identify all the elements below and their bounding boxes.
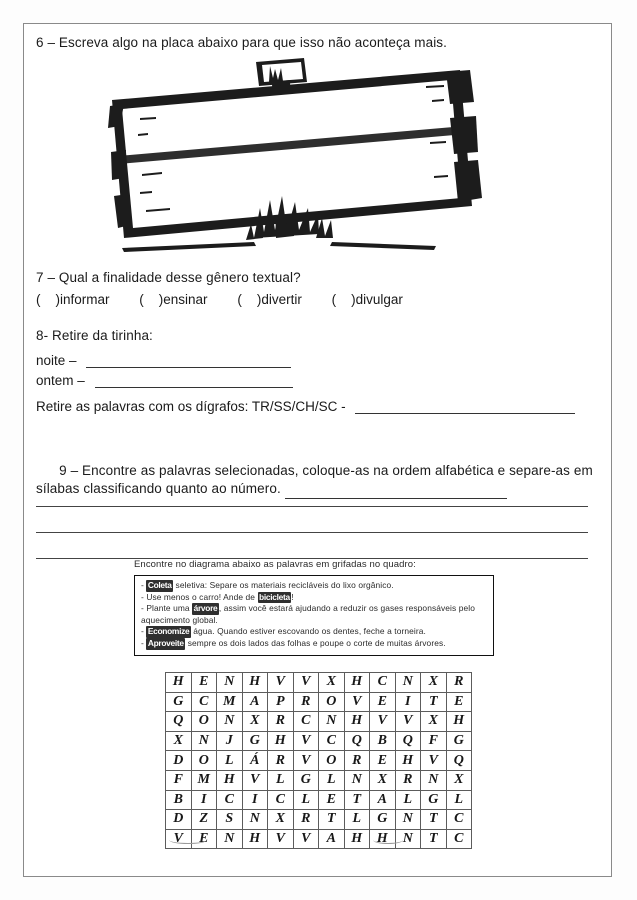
wordsearch-cell[interactable]: Z (191, 810, 217, 830)
wordsearch-cell[interactable]: V (421, 751, 447, 771)
wordsearch-cell[interactable]: O (319, 692, 345, 712)
wordsearch-cell[interactable]: L (319, 770, 345, 790)
wordsearch-row (166, 731, 472, 751)
wordsearch-cell[interactable]: R (268, 712, 294, 732)
clue-item (141, 638, 487, 650)
wordsearch-cell[interactable]: O (191, 712, 217, 732)
wordsearch-cell[interactable]: G (242, 731, 268, 751)
wordsearch-cell[interactable]: H (217, 770, 243, 790)
wordsearch-cell[interactable]: D (166, 751, 192, 771)
wordsearch-cell[interactable]: C (370, 673, 396, 693)
wordsearch-cell[interactable]: G (370, 810, 396, 830)
option-ensinar[interactable]: ( )ensinar (139, 292, 208, 307)
wordsearch-cell[interactable]: T (319, 810, 345, 830)
wordsearch-cell[interactable]: N (319, 712, 345, 732)
answer-blank-q9[interactable] (285, 486, 507, 499)
wordsearch-cell[interactable]: N (395, 673, 421, 693)
clue-item (141, 603, 487, 626)
wordsearch-cell[interactable]: X (319, 673, 345, 693)
wordsearch-cell[interactable]: T (421, 829, 447, 849)
clue-prefix: - Use menos o carro! Ande de (141, 591, 258, 602)
wordsearch-cell[interactable]: Á (242, 751, 268, 771)
highlighted-word-bicicleta: bicicleta (259, 591, 290, 602)
option-divulgar[interactable]: ( )divulgar (331, 292, 403, 307)
wordsearch-cell[interactable]: X (166, 731, 192, 751)
wordsearch-cell[interactable]: B (370, 731, 396, 751)
wordsearch-cell[interactable]: T (344, 790, 370, 810)
clue-rest: sempre os dois lados das folhas e poupe o corte de muitas árvores. (185, 637, 446, 648)
wordsearch-cell[interactable]: B (166, 790, 192, 810)
label-ontem: ontem – (36, 373, 85, 388)
wordsearch-cell[interactable]: T (421, 810, 447, 830)
answer-line-2[interactable] (36, 532, 588, 533)
wordsearch-row (166, 810, 472, 830)
wordsearch-cell[interactable]: G (166, 692, 192, 712)
question-6-text: 6 – Escreva algo na placa abaixo para que isso não aconteça mais. (36, 35, 448, 50)
question-8-digrafos-row (36, 399, 575, 414)
clue-item (141, 580, 487, 592)
wooden-sign-svg (104, 56, 504, 266)
wordsearch-cell[interactable]: N (395, 829, 421, 849)
wordsearch-cell[interactable]: C (268, 790, 294, 810)
question-7-options (36, 292, 596, 307)
wordsearch-cell[interactable]: H (242, 829, 268, 849)
wordsearch-cell[interactable]: N (344, 770, 370, 790)
wordsearch-cell[interactable]: E (370, 751, 396, 771)
wordsearch-cell[interactable]: L (293, 790, 319, 810)
wordsearch-cell[interactable]: O (191, 751, 217, 771)
wordsearch-cell[interactable]: H (242, 673, 268, 693)
scan-artifact-arc (169, 836, 207, 844)
wordsearch-cell[interactable]: V (293, 673, 319, 693)
label-noite: noite – (36, 353, 77, 368)
clue-item (141, 626, 487, 638)
wordsearch-instruction: Encontre no diagrama abaixo as palavras em grifadas no quadro: (134, 559, 416, 570)
wordsearch-cell[interactable]: R (293, 692, 319, 712)
wordsearch-row (166, 790, 472, 810)
wordsearch-cell[interactable]: M (217, 692, 243, 712)
wordsearch-row (166, 692, 472, 712)
wordsearch-cell[interactable]: F (166, 770, 192, 790)
wordsearch-cell[interactable]: A (319, 829, 345, 849)
scan-artifact-arc (373, 836, 403, 844)
wordsearch-cell[interactable]: O (319, 751, 345, 771)
wordsearch-cell[interactable]: N (217, 829, 243, 849)
wordsearch-cell[interactable]: L (268, 770, 294, 790)
question-8-row-ontem (36, 373, 293, 388)
wordsearch-cell[interactable]: X (421, 712, 447, 732)
wordsearch-cell[interactable]: V (344, 692, 370, 712)
clue-rest: seletiva: Separe os materiais recicláveis do lixo orgânico. (173, 580, 394, 590)
wordsearch-cell[interactable]: H (395, 751, 421, 771)
wordsearch-cell[interactable]: V (395, 712, 421, 732)
wordsearch-row (166, 751, 472, 771)
wordsearch-cell[interactable]: H (370, 829, 396, 849)
highlighted-word-aproveite: Aproveite (147, 637, 184, 648)
wordsearch-cell[interactable]: L (217, 751, 243, 771)
wordsearch-cell[interactable]: A (370, 790, 396, 810)
highlighted-word-coleta: Coleta (147, 580, 172, 590)
option-divertir[interactable]: ( )divertir (237, 292, 302, 307)
wordsearch-cell[interactable]: N (191, 731, 217, 751)
wordsearch-cell[interactable]: E (191, 829, 217, 849)
wordsearch-clue-box (134, 575, 494, 656)
wordsearch-cell[interactable]: H (344, 673, 370, 693)
wordsearch-row (166, 673, 472, 693)
wordsearch-cell[interactable]: I (395, 692, 421, 712)
wordsearch-cell[interactable]: H (446, 712, 472, 732)
wordsearch-cell[interactable]: C (446, 829, 472, 849)
wordsearch-cell[interactable]: N (242, 810, 268, 830)
wordsearch-cell[interactable]: H (344, 829, 370, 849)
wordsearch-row (166, 770, 472, 790)
answer-line-1[interactable] (36, 506, 588, 507)
wordsearch-cell[interactable]: H (344, 712, 370, 732)
wordsearch-cell[interactable]: N (217, 712, 243, 732)
wordsearch-cell[interactable]: N (395, 810, 421, 830)
wordsearch-cell[interactable]: Q (446, 751, 472, 771)
wordsearch-cell[interactable]: I (242, 790, 268, 810)
wordsearch-cell[interactable]: Q (395, 731, 421, 751)
highlighted-word-economize: Economize (147, 626, 190, 637)
wordsearch-cell[interactable]: V (370, 712, 396, 732)
wordsearch-cell[interactable]: X (421, 673, 447, 693)
wordsearch-cell[interactable]: V (293, 751, 319, 771)
wordsearch-cell[interactable]: R (344, 751, 370, 771)
wordsearch-cell[interactable]: A (242, 692, 268, 712)
clue-item (141, 592, 487, 604)
wordsearch-cell[interactable]: S (217, 810, 243, 830)
wordsearch-cell[interactable]: Q (344, 731, 370, 751)
wordsearch-cell[interactable]: Q (166, 712, 192, 732)
wordsearch-cell[interactable]: E (446, 692, 472, 712)
wordsearch-cell[interactable]: V (293, 731, 319, 751)
wordsearch-cell[interactable]: C (217, 790, 243, 810)
answer-blank-noite[interactable] (86, 355, 291, 368)
wordsearch-cell[interactable]: H (166, 673, 192, 693)
clue-list (141, 580, 487, 650)
wordsearch-cell[interactable]: V (242, 770, 268, 790)
wordsearch-cell[interactable]: R (293, 810, 319, 830)
wordsearch-cell[interactable]: V (268, 829, 294, 849)
question-8-text: 8- Retire da tirinha: (36, 328, 153, 343)
option-informar[interactable]: ( )informar (36, 292, 110, 307)
wordsearch-cell[interactable]: L (446, 790, 472, 810)
wordsearch-cell[interactable]: R (268, 751, 294, 771)
wordsearch-cell[interactable]: C (191, 692, 217, 712)
wordsearch-cell[interactable]: N (217, 673, 243, 693)
wordsearch-row (166, 829, 472, 849)
wordsearch-cell[interactable]: M (191, 770, 217, 790)
wordsearch-cell[interactable]: C (293, 712, 319, 732)
wordsearch-cell[interactable]: C (319, 731, 345, 751)
wordsearch-cell[interactable]: X (370, 770, 396, 790)
wordsearch-cell[interactable]: D (166, 810, 192, 830)
wordsearch-cell[interactable]: R (395, 770, 421, 790)
page-content-frame (23, 23, 612, 877)
wordsearch-cell[interactable]: P (268, 692, 294, 712)
wordsearch-cell[interactable]: V (293, 829, 319, 849)
clue-rest: , assim você estará ajudando a reduzir os gases responsáveis pelo aquecimento global. (141, 603, 475, 625)
wordsearch-cell[interactable]: J (217, 731, 243, 751)
wordsearch-cell[interactable]: G (446, 731, 472, 751)
wordsearch-cell[interactable]: G (421, 790, 447, 810)
wordsearch-grid-body (166, 673, 472, 849)
clue-prefix: - Plante uma (141, 603, 193, 614)
clue-rest: ! (291, 591, 294, 602)
wordsearch-cell[interactable]: I (191, 790, 217, 810)
question-8-row-noite (36, 353, 291, 368)
wordsearch-cell[interactable]: E (191, 673, 217, 693)
clue-rest: água. Quando estiver escovando os dentes, feche a torneira. (190, 626, 426, 637)
wordsearch-cell[interactable]: C (446, 810, 472, 830)
wordsearch-row (166, 712, 472, 732)
wordsearch-cell[interactable]: V (166, 829, 192, 849)
wordsearch-grid[interactable] (165, 672, 472, 849)
wordsearch-cell[interactable]: R (446, 673, 472, 693)
wordsearch-cell[interactable]: G (293, 770, 319, 790)
digrafos-label: Retire as palavras com os dígrafos: TR/SS/CH/SC - (36, 399, 346, 414)
wordsearch-cell[interactable]: T (421, 692, 447, 712)
clue-prefix: - (141, 580, 147, 590)
wordsearch-cell[interactable]: F (421, 731, 447, 751)
highlighted-word-arvore: árvore (193, 603, 218, 614)
wordsearch-cell[interactable]: N (421, 770, 447, 790)
clue-prefix: - (141, 626, 147, 637)
wooden-sign-illustration (104, 56, 504, 266)
wordsearch-cell[interactable]: X (446, 770, 472, 790)
question-7-text: 7 – Qual a finalidade desse gênero textual? (36, 270, 301, 285)
clue-prefix: - (141, 637, 147, 648)
wordsearch-cell[interactable]: V (268, 673, 294, 693)
wordsearch-cell[interactable]: L (395, 790, 421, 810)
wordsearch-cell[interactable]: L (344, 810, 370, 830)
question-9-label: 9 – Encontre as palavras selecionadas, coloque-as na ordem alfabética e separe-as em sílabas classificando quanto ao número. (36, 463, 597, 497)
wordsearch-cell[interactable]: X (242, 712, 268, 732)
wordsearch-cell[interactable]: E (319, 790, 345, 810)
answer-blank-digrafos[interactable] (355, 401, 575, 414)
wordsearch-cell[interactable]: E (370, 692, 396, 712)
wordsearch-cell[interactable]: X (268, 810, 294, 830)
wordsearch-cell[interactable]: H (268, 731, 294, 751)
answer-blank-ontem[interactable] (95, 375, 293, 388)
